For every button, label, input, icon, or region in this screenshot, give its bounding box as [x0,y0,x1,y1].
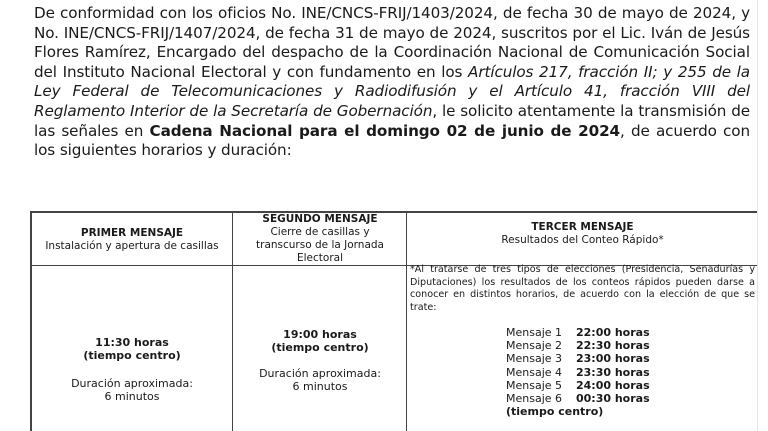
second-message-subtitle-3: Electoral [297,252,343,264]
second-message-subtitle-1: Cierre de casillas y [270,226,370,238]
second-message-title: SEGUNDO MENSAJE [262,213,378,225]
broadcast-date-emphasis: Cadena Nacional para el domingo 02 de junio de 2024 [149,121,621,140]
schedule-time: 24:00 horas [576,378,650,392]
first-message-body [32,336,232,404]
paragraph-text-3: , de acuerdo con los siguientes horarios y duración: [34,121,750,160]
second-message-subtitle-2: transcurso de la Jornada [256,239,384,251]
conteo-rapido-note: *Al tratarse de tres tipos de elecciones (Presidencia, Senadurías y Diputaciones) los resultados de los conteos rápidos pueden darse a conocer en distintos horarios, de acuerdo con la elección de que se trate: [410,264,755,313]
schedule-row [506,366,650,379]
schedule-row [506,339,650,352]
scan-edge [757,0,758,431]
table-column-divider-1 [232,211,233,431]
first-message-duration-label: Duración aproximada: [71,376,193,390]
request-paragraph [34,4,750,161]
third-message-schedule [506,326,650,418]
first-message-duration-value: 6 minutos [104,390,160,404]
schedule-time: 22:30 horas [576,339,650,353]
schedule-label: Mensaje 3 [506,352,563,366]
schedule-label: Mensaje 5 [506,378,563,392]
schedule-row [506,379,650,392]
schedule-label: Mensaje 1 [506,326,563,339]
third-message-title: TERCER MENSAJE [531,221,634,233]
schedule-time: 23:00 horas [576,352,650,366]
schedule-time: 00:30 horas [576,392,650,406]
second-message-zone: (tiempo centro) [271,341,369,355]
schedule-label: Mensaje 2 [506,339,563,353]
schedule-label: Mensaje 4 [506,365,563,379]
table-column-divider-2 [406,211,407,431]
first-message-subtitle: Instalación y apertura de casillas [45,240,219,252]
first-message-header [32,227,232,253]
second-message-time: 19:00 horas [283,328,357,341]
second-message-duration-label: Duración aproximada: [259,366,381,380]
third-message-header [408,221,757,247]
schedule-time: 22:00 horas [576,326,650,339]
paragraph-text-1: De conformidad con los oficios No. INE/CNCS-FRIJ/1403/2024, de fecha 30 de mayo de 2024, y No. INE/CNCS-FRIJ/1407/2024, de fecha 31 de mayo de 2024, suscritos por el Lic. Iván de Jesús Flores Ramírez, Encargado del despacho de la Coordinación Nacional de Comunicación Social del Instituto Nacional Electoral y con fundamento en los [34,4,750,81]
second-message-body [234,328,406,394]
schedule-zone-row [506,405,650,418]
second-message-header [234,213,406,265]
third-message-subtitle: Resultados del Conteo Rápido* [501,234,664,246]
first-message-time: 11:30 horas [95,336,169,349]
first-message-title: PRIMER MENSAJE [80,227,184,239]
first-message-zone: (tiempo centro) [83,349,181,363]
schedule-time: 23:30 horas [576,365,650,379]
paragraph-text-2: , le solicito atentamente la transmisión de las señales en [34,101,750,140]
schedule-row [506,392,650,405]
schedule-row [506,352,650,365]
schedule-zone: (tiempo centro) [506,405,604,419]
second-message-duration-value: 6 minutos [292,380,348,394]
schedule-row [506,326,650,339]
schedule-label: Mensaje 6 [506,392,563,406]
legal-citation: Artículos 217, fracción II; y 255 de la Ley Federal de Telecomunicaciones y Radiodifusión y el Artículo 41, fracción VIII del Reglamento Interior de la Secretaría de Gobernación [34,62,750,120]
